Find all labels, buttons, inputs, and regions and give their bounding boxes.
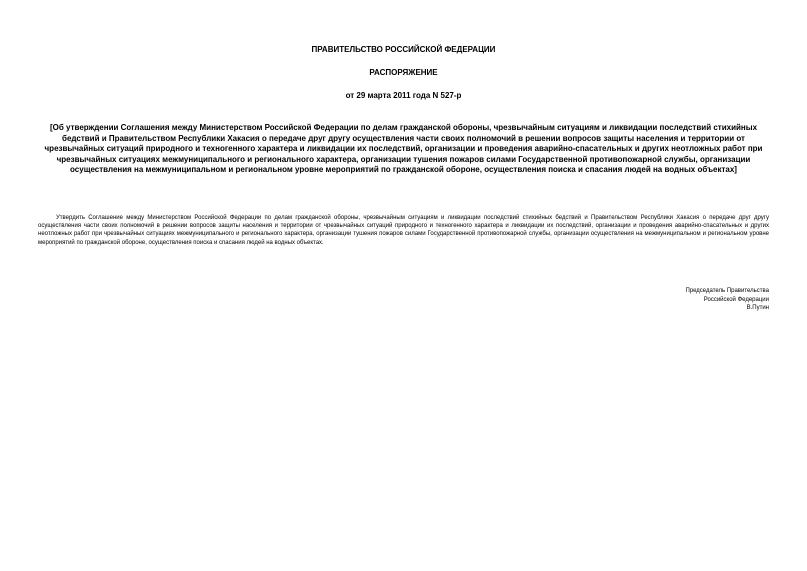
signature-position-line: Председатель Правительства (685, 288, 769, 294)
government-heading: ПРАВИТЕЛЬСТВО РОССИЙСКОЙ ФЕДЕРАЦИИ (311, 45, 496, 54)
document-type-heading: РАСПОРЯЖЕНИЕ (369, 68, 438, 77)
signature-organization-line: Российской Федерации (703, 296, 769, 303)
document-date-number: от 29 марта 2011 года N 527-р (345, 91, 462, 100)
signature-name: В.Путин (746, 305, 769, 312)
document-body-paragraph: Утвердить Соглашение между Министерством Российской Федерации по делам гражданской обороны, чрезвычайным ситуациям и ликвидации последствий стихийных бедствий и Правительством Республики Хакасия о передаче друг другу осуществления части своих полномочий в решении вопросов защиты населения и территории от чрезвычайных ситуаций природного и техногенного характера и ликвидации их последствий, организации и проведения аварийно-спасательных и других неотложных работ при чрезвычайных ситуациях межмуниципального и регионального характера, организации тушения пожаров силами Государственной противопожарной службы, организации осуществления на межмуниципальном и региональном уровне мероприятий по гражданской обороне, осуществления поиска и спасания людей на водных объектах. (38, 215, 769, 246)
signature-block (685, 287, 769, 313)
document-title: [Об утверждении Соглашения между Министерством Российской Федерации по делам гражданской обороны, чрезвычайным ситуациям и ликвидации последствий стихийных бедствий и Правительством Республики Хакасия о передаче друг другу осуществления части своих полномочий в решении вопросов защиты населения и территории от чрезвычайных ситуаций природного и техногенного характера и ликвидации их последствий, организации и проведения аварийно-спасательных и других неотложных работ при чрезвычайных ситуациях межмуниципального и регионального характера, организации тушения пожаров силами Государственной противопожарной службы, организации осуществления на межмуниципальном и региональном уровне мероприятий по гражданской обороне, осуществления поиска и спасания людей на водных объектах] (44, 123, 763, 174)
